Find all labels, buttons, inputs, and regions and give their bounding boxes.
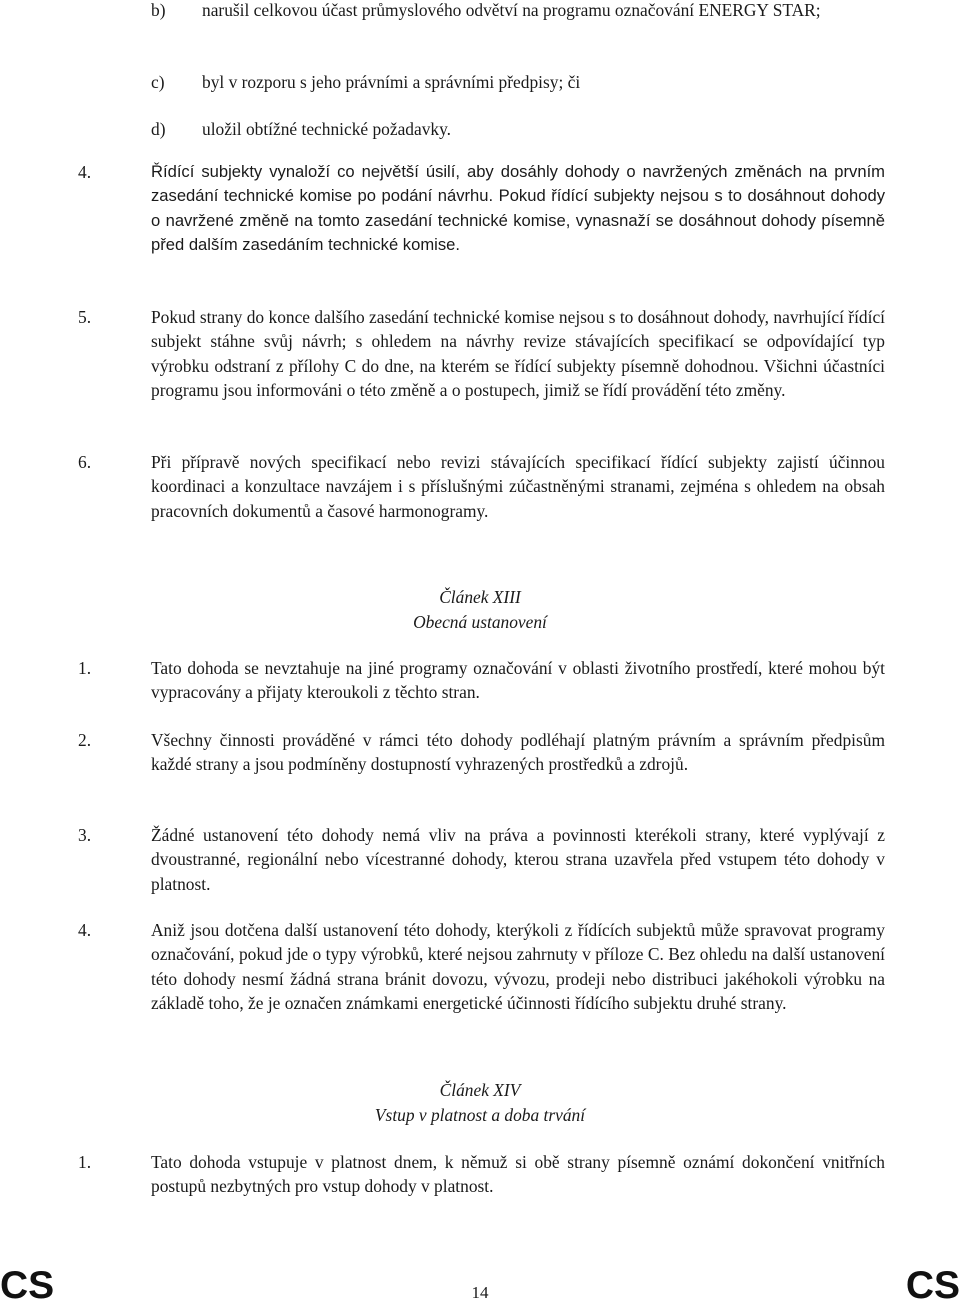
paragraph-number: 3. bbox=[78, 825, 92, 845]
paragraph-text: Při přípravě nových specifikací nebo revizi stávajících specifikací řídící subjekty zajistí účinnou koordinaci a konzultace navzájem i s příslušnými zúčastněnými stranami, zejména s ohledem na obsah pracovních dokumentů a časové harmonogramy. bbox=[151, 452, 885, 521]
footer-language-code-left: CS bbox=[0, 1264, 55, 1307]
page-number: 14 bbox=[471, 1283, 489, 1302]
sub-item-text: byl v rozporu s jeho právními a správními předpisy; či bbox=[202, 72, 581, 92]
sub-item-label: c) bbox=[151, 72, 165, 92]
article-13-title: Článek XIII bbox=[439, 587, 521, 607]
sub-item-label: b) bbox=[151, 0, 166, 20]
paragraph-number: 2. bbox=[78, 730, 92, 750]
paragraph-number: 1. bbox=[78, 658, 92, 678]
paragraph-number: 1. bbox=[78, 1152, 92, 1172]
sub-item-label: d) bbox=[151, 119, 166, 139]
article-14-title: Článek XIV bbox=[439, 1080, 521, 1100]
paragraph-text: Aniž jsou dotčena další ustanovení této dohody, kterýkoli z řídících subjektů může spravovat programy označování, pokud jde o typy výrobků, které nejsou zahrnuty v příloze C. Bez ohledu na další ustanovení této dohody nesmí žádná strana bránit dovozu, vývozu, prodeji nebo distribuci jakéhokoli výrobku na základě toho, že je označen známkami energetické účinnosti řídícího subjektu druhé strany. bbox=[151, 920, 885, 1014]
paragraph-number: 5. bbox=[78, 307, 92, 327]
sub-item-text: uložil obtížné technické požadavky. bbox=[202, 119, 452, 139]
article-13-subtitle: Obecná ustanovení bbox=[413, 612, 547, 632]
paragraph-text: Pokud strany do konce dalšího zasedání technické komise nejsou s to dosáhnout dohody, navrhující řídící subjekt stáhne svůj návrh; s ohledem na návrhy revize stávajících specifikací se odpovídající typ výrobku odstraní z přílohy C do dne, na kterém se řídící subjekty písemně dohodnou. Všichni účastníci programu jsou informováni o této změně a o postupech, jimiž se řídí provádění této změny. bbox=[151, 307, 885, 401]
sub-item-text: narušil celkovou účast průmyslového odvětví na programu označování ENERGY STAR; bbox=[202, 0, 821, 20]
footer-language-code-right: CS bbox=[905, 1264, 960, 1307]
paragraph-text: Žádné ustanovení této dohody nemá vliv na práva a povinnosti kterékoli strany, které vyplývají z dvoustranné, regionální nebo vícestranné dohody, kterou strana uzavřela před vstupem této dohody v platnost. bbox=[151, 825, 885, 894]
paragraph-number: 6. bbox=[78, 452, 92, 472]
paragraph-text: Tato dohoda se nevztahuje na jiné programy označování v oblasti životního prostředí, které mohou být vypracovány a přijaty kteroukoli z těchto stran. bbox=[151, 658, 885, 703]
paragraph-text: Všechny činnosti prováděné v rámci této dohody podléhají platným právním a správním předpisům každé strany a jsou podmíněny dostupností vyhrazených prostředků a zdrojů. bbox=[151, 730, 885, 775]
paragraph-number: 4. bbox=[78, 920, 92, 940]
article-14-subtitle: Vstup v platnost a doba trvání bbox=[374, 1105, 586, 1125]
paragraph-text: Řídící subjekty vynaloží co největší úsilí, aby dosáhly dohody o navržených změnách na prvním zasedání technické komise po podání návrhu. Pokud řídící subjekty nejsou s to dosáhnout dohody o navržené změně na tomto zasedání technické komise, vynasnaží se dosáhnout dohody písemně před dalším zasedáním technické komise. bbox=[151, 162, 885, 255]
paragraph-text: Tato dohoda vstupuje v platnost dnem, k němuž si obě strany písemně oznámí dokončení vnitřních postupů nezbytných pro vstup dohody v platnost. bbox=[151, 1152, 885, 1197]
paragraph-number: 4. bbox=[78, 162, 92, 182]
